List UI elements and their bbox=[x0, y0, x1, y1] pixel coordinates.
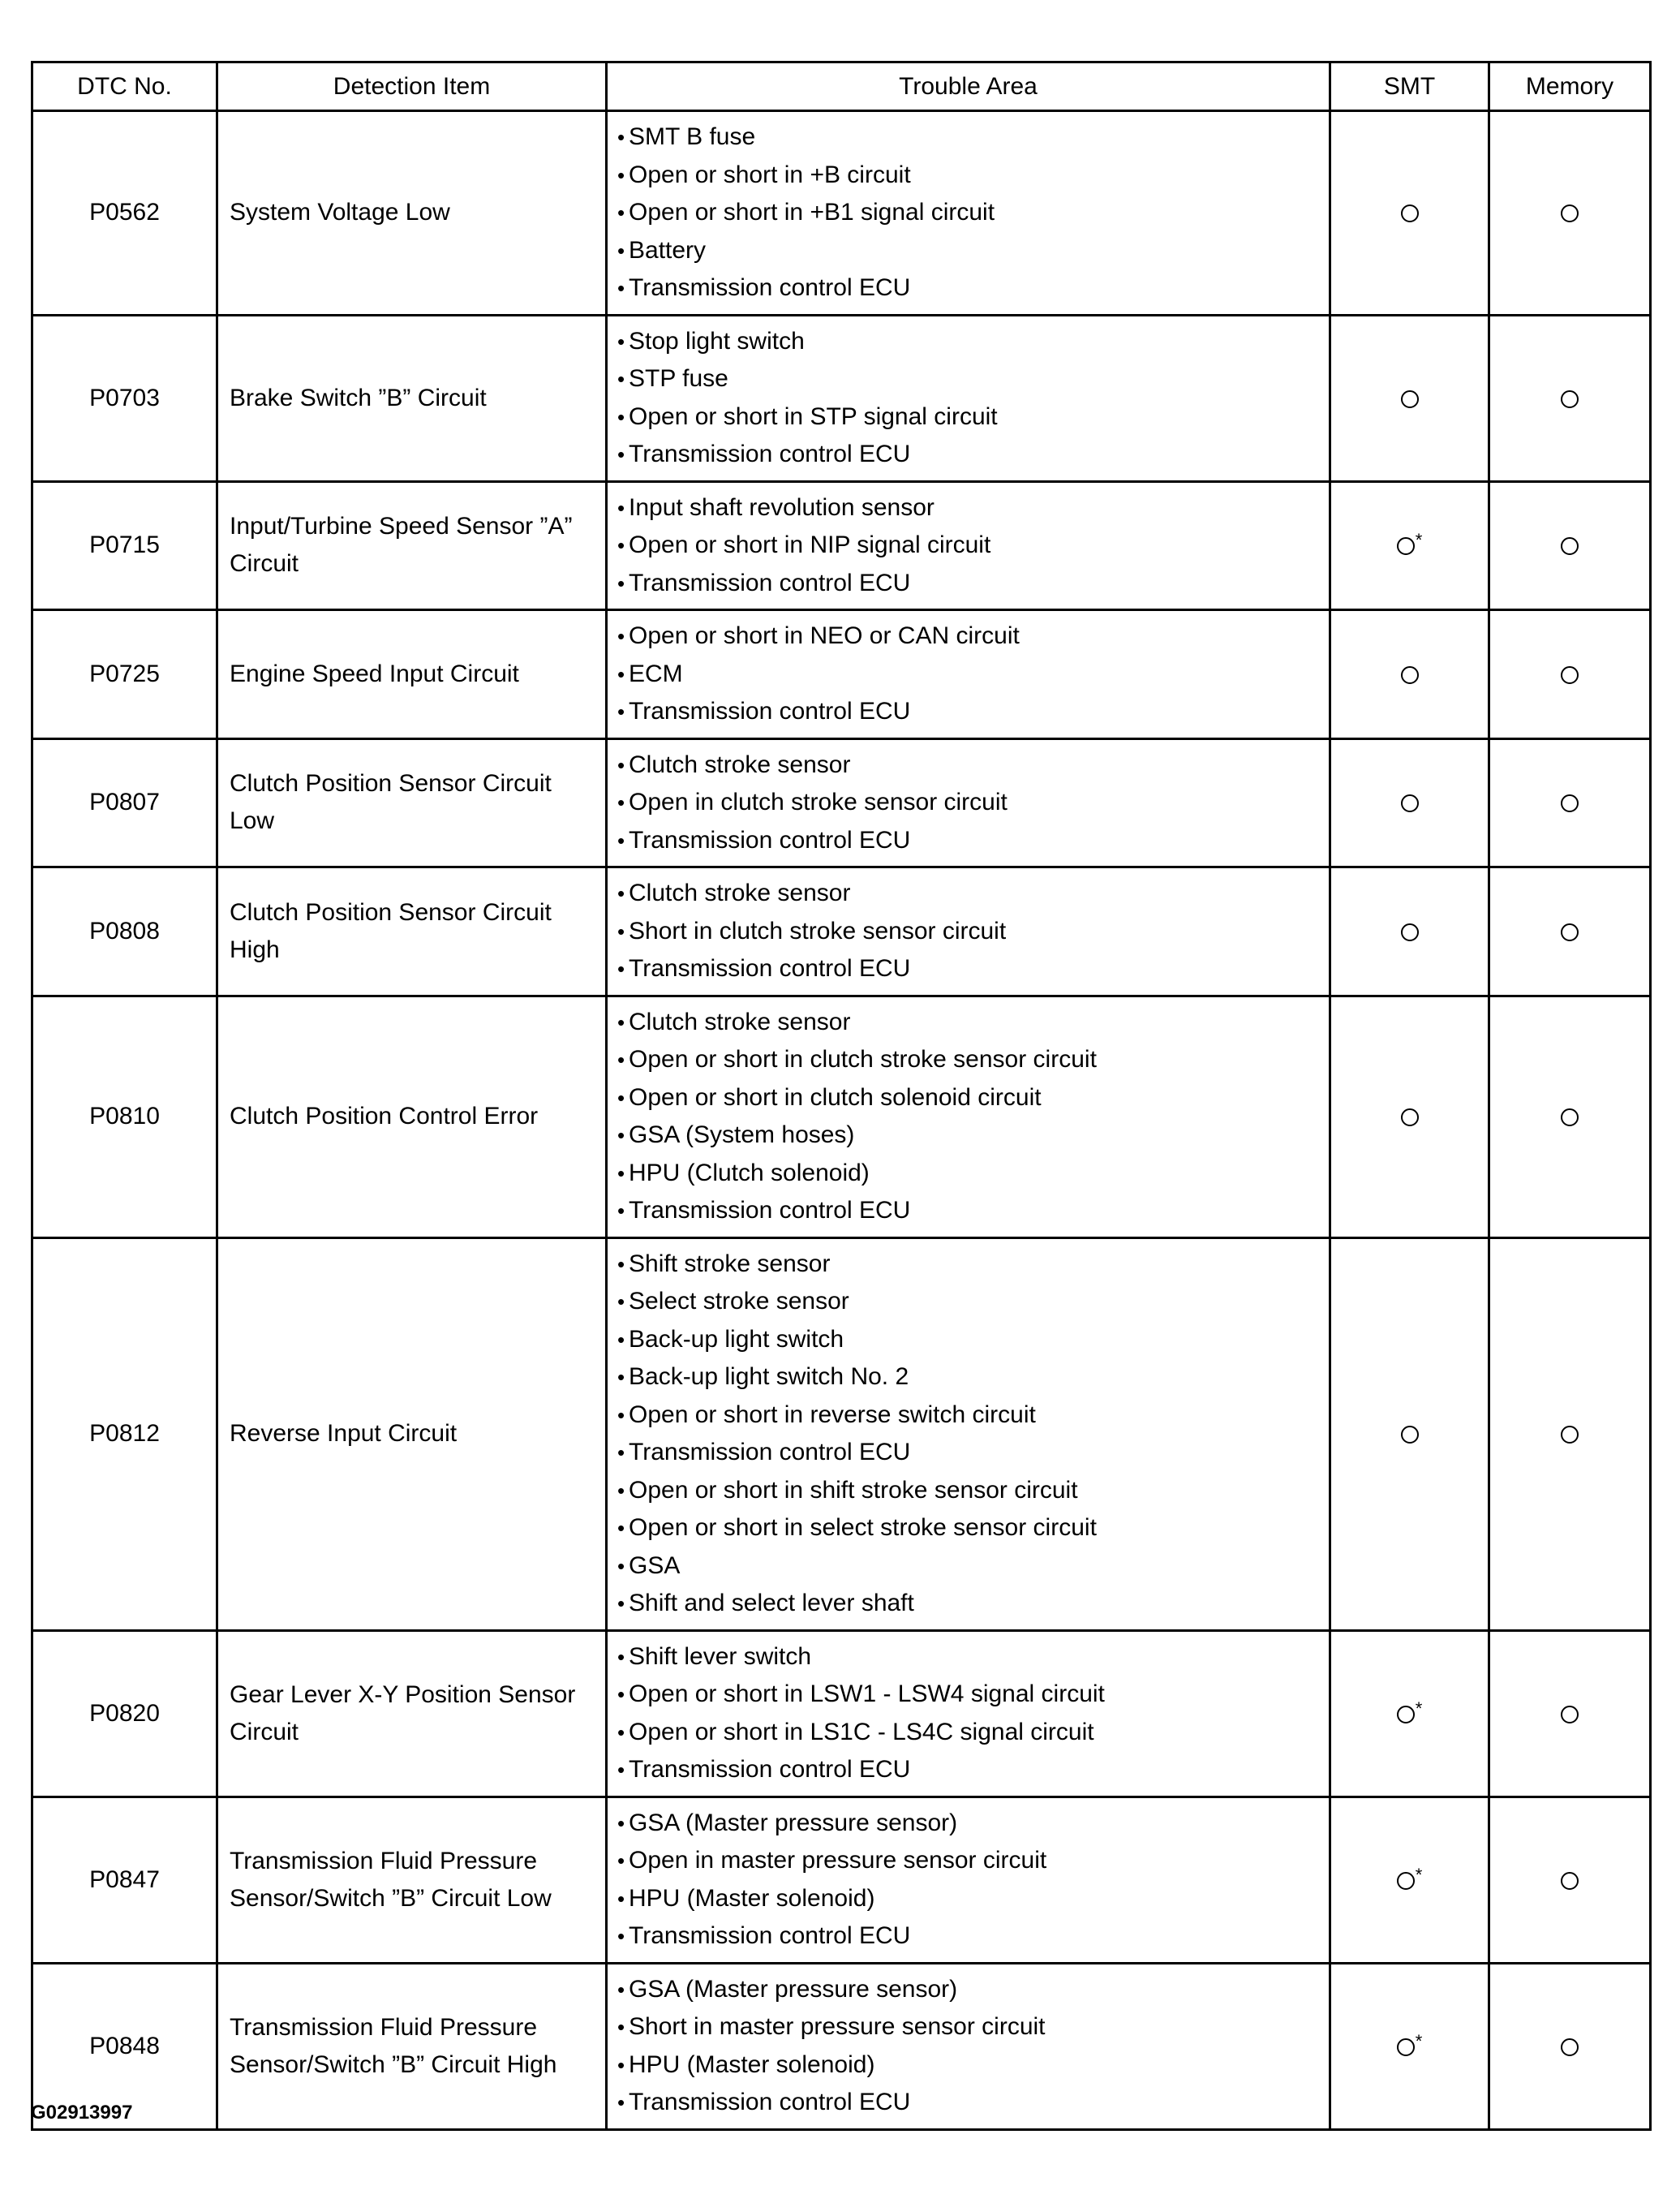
circle-icon bbox=[1561, 923, 1579, 941]
trouble-area-cell bbox=[607, 610, 1330, 739]
trouble-area-text: Stop light switch bbox=[629, 327, 805, 355]
bullet-icon: • bbox=[617, 1886, 625, 1911]
trouble-area-item bbox=[617, 1714, 1329, 1752]
trouble-area-text: Shift and select lever shaft bbox=[629, 1590, 914, 1616]
bullet-icon: • bbox=[617, 125, 625, 149]
circle-icon bbox=[1561, 2038, 1579, 2056]
trouble-area-item bbox=[617, 1117, 1329, 1155]
bullet-icon: • bbox=[617, 699, 625, 724]
smt-cell bbox=[1330, 111, 1489, 316]
trouble-area-text: Open or short in NEO or CAN circuit bbox=[629, 622, 1020, 649]
detection-item: Brake Switch ”B” Circuit bbox=[217, 315, 607, 481]
trouble-area-text: Transmission control ECU bbox=[629, 698, 911, 725]
smt-cell bbox=[1330, 867, 1489, 996]
bullet-icon: • bbox=[617, 1251, 625, 1276]
table-row bbox=[32, 315, 1651, 481]
dtc-code: P0812 bbox=[32, 1237, 217, 1630]
trouble-area-item bbox=[617, 950, 1329, 988]
bullet-icon: • bbox=[617, 2052, 625, 2077]
trouble-area-item bbox=[617, 875, 1329, 913]
bullet-icon: • bbox=[617, 238, 625, 263]
circle-icon bbox=[1561, 666, 1579, 684]
circle-icon bbox=[1401, 794, 1419, 812]
trouble-area-text: Transmission control ECU bbox=[629, 826, 911, 854]
trouble-area-text: Transmission control ECU bbox=[629, 569, 911, 596]
detection-item: Transmission Fluid Pressure Sensor/Switch ”B” Circuit High bbox=[217, 1963, 607, 2129]
bullet-icon: • bbox=[617, 1591, 625, 1616]
bullet-icon: • bbox=[617, 442, 625, 467]
trouble-area-item bbox=[617, 1638, 1329, 1676]
trouble-area-text: Open or short in STP signal circuit bbox=[629, 402, 998, 430]
trouble-area-item bbox=[617, 1192, 1329, 1230]
detection-item: Input/Turbine Speed Sensor ”A” Circuit bbox=[217, 481, 607, 610]
trouble-area-cell bbox=[607, 867, 1330, 996]
asterisk-icon: * bbox=[1415, 1864, 1423, 1885]
trouble-area-text: Transmission control ECU bbox=[629, 955, 911, 982]
bullet-icon: • bbox=[617, 1848, 625, 1873]
trouble-area-text: Transmission control ECU bbox=[629, 1922, 911, 1949]
trouble-area-text: Open or short in +B1 signal circuit bbox=[629, 199, 995, 226]
trouble-area-item bbox=[617, 565, 1329, 603]
bullet-icon: • bbox=[617, 200, 625, 225]
bullet-icon: • bbox=[617, 570, 625, 596]
dtc-table-body bbox=[32, 111, 1651, 2130]
bullet-icon: • bbox=[617, 1198, 625, 1223]
dtc-code: P0808 bbox=[32, 867, 217, 996]
trouble-area-list bbox=[608, 740, 1329, 867]
bullet-icon: • bbox=[617, 1365, 625, 1389]
trouble-area-text: Input shaft revolution sensor bbox=[629, 493, 935, 521]
circle-icon bbox=[1561, 204, 1579, 222]
table-row bbox=[32, 481, 1651, 610]
trouble-area-item bbox=[617, 2084, 1329, 2122]
trouble-area-cell bbox=[607, 1630, 1330, 1797]
bullet-icon: • bbox=[617, 533, 625, 557]
bullet-icon: • bbox=[617, 404, 625, 429]
memory-cell bbox=[1489, 1237, 1651, 1630]
trouble-area-text: GSA bbox=[629, 1551, 681, 1579]
trouble-area-item bbox=[617, 656, 1329, 694]
trouble-area-item bbox=[617, 1041, 1329, 1079]
trouble-area-item bbox=[617, 1396, 1329, 1435]
dtc-code: P0725 bbox=[32, 610, 217, 739]
table-row bbox=[32, 996, 1651, 1237]
detection-item: System Voltage Low bbox=[217, 111, 607, 316]
circle-icon bbox=[1401, 1108, 1419, 1126]
detection-item: Clutch Position Control Error bbox=[217, 996, 607, 1237]
bullet-icon: • bbox=[617, 1123, 625, 1147]
trouble-area-item bbox=[617, 360, 1329, 398]
bullet-icon: • bbox=[617, 2015, 625, 2039]
bullet-icon: • bbox=[617, 1553, 625, 1578]
bullet-icon: • bbox=[617, 881, 625, 906]
memory-cell bbox=[1489, 481, 1651, 610]
trouble-area-text: Open or short in shift stroke sensor circuit bbox=[629, 1476, 1078, 1504]
circle-icon bbox=[1401, 666, 1419, 684]
bullet-icon: • bbox=[617, 1719, 625, 1745]
circle-icon bbox=[1561, 1108, 1579, 1126]
bullet-icon: • bbox=[617, 1644, 625, 1669]
trouble-area-cell bbox=[607, 481, 1330, 610]
trouble-area-text: Select stroke sensor bbox=[629, 1288, 849, 1315]
bullet-icon: • bbox=[617, 2090, 625, 2115]
trouble-area-cell bbox=[607, 738, 1330, 867]
dtc-code: P0715 bbox=[32, 481, 217, 610]
circle-icon bbox=[1397, 1872, 1415, 1890]
circle-icon bbox=[1561, 1872, 1579, 1890]
header-smt: SMT bbox=[1330, 62, 1489, 111]
bullet-icon: • bbox=[617, 624, 625, 648]
trouble-area-item bbox=[617, 1676, 1329, 1714]
detection-item: Reverse Input Circuit bbox=[217, 1237, 607, 1630]
trouble-area-text: Transmission control ECU bbox=[629, 1439, 911, 1465]
trouble-area-cell bbox=[607, 111, 1330, 316]
trouble-area-list bbox=[608, 1239, 1329, 1629]
trouble-area-text: Open or short in LS1C - LS4C signal circuit bbox=[629, 1718, 1094, 1745]
header-trouble-area: Trouble Area bbox=[607, 62, 1330, 111]
bullet-icon: • bbox=[617, 1160, 625, 1186]
smt-cell bbox=[1330, 1963, 1489, 2129]
trouble-area-cell bbox=[607, 1237, 1330, 1630]
trouble-area-item bbox=[617, 232, 1329, 270]
circle-icon bbox=[1401, 390, 1419, 408]
table-row bbox=[32, 1630, 1651, 1797]
trouble-area-item bbox=[617, 2046, 1329, 2085]
circle-icon bbox=[1561, 794, 1579, 812]
circle-icon bbox=[1561, 1706, 1579, 1723]
bullet-icon: • bbox=[617, 1977, 625, 2002]
memory-cell bbox=[1489, 1630, 1651, 1797]
trouble-area-item bbox=[617, 1246, 1329, 1284]
header-dtc-no: DTC No. bbox=[32, 62, 217, 111]
bullet-icon: • bbox=[617, 752, 625, 777]
trouble-area-item bbox=[617, 489, 1329, 527]
trouble-area-text: Transmission control ECU bbox=[629, 1197, 911, 1224]
trouble-area-text: Open or short in clutch solenoid circuit bbox=[629, 1083, 1042, 1111]
bullet-icon: • bbox=[617, 790, 625, 815]
bullet-icon: • bbox=[617, 495, 625, 520]
memory-cell bbox=[1489, 111, 1651, 316]
trouble-area-item bbox=[617, 1805, 1329, 1843]
trouble-area-item bbox=[617, 1283, 1329, 1321]
table-row bbox=[32, 1797, 1651, 1963]
table-row bbox=[32, 1237, 1651, 1630]
memory-cell bbox=[1489, 315, 1651, 481]
bullet-icon: • bbox=[617, 661, 625, 686]
trouble-area-item bbox=[617, 1434, 1329, 1472]
trouble-area-item bbox=[617, 913, 1329, 951]
trouble-area-text: Shift lever switch bbox=[629, 1642, 812, 1670]
trouble-area-list bbox=[608, 1964, 1329, 2128]
bullet-icon: • bbox=[617, 1289, 625, 1314]
detection-item: Engine Speed Input Circuit bbox=[217, 610, 607, 739]
memory-cell bbox=[1489, 738, 1651, 867]
bullet-icon: • bbox=[617, 1048, 625, 1072]
memory-cell bbox=[1489, 1797, 1651, 1963]
trouble-area-item bbox=[617, 157, 1329, 195]
figure-id: G02913997 bbox=[31, 2102, 133, 2124]
bullet-icon: • bbox=[617, 1009, 625, 1035]
detection-item: Clutch Position Sensor Circuit Low bbox=[217, 738, 607, 867]
trouble-area-item bbox=[617, 1971, 1329, 2009]
memory-cell bbox=[1489, 867, 1651, 996]
trouble-area-text: Open or short in +B circuit bbox=[629, 161, 911, 188]
trouble-area-text: Open or short in select stroke sensor circuit bbox=[629, 1514, 1097, 1541]
bullet-icon: • bbox=[617, 162, 625, 187]
circle-icon bbox=[1401, 204, 1419, 222]
trouble-area-item bbox=[617, 784, 1329, 822]
trouble-area-item bbox=[617, 1155, 1329, 1193]
bullet-icon: • bbox=[617, 1682, 625, 1706]
trouble-area-item bbox=[617, 323, 1329, 361]
trouble-area-text: Back-up light switch bbox=[629, 1325, 844, 1353]
dtc-code: P0562 bbox=[32, 111, 217, 316]
trouble-area-list bbox=[608, 112, 1329, 314]
detection-item: Clutch Position Sensor Circuit High bbox=[217, 867, 607, 996]
trouble-area-item bbox=[617, 1547, 1329, 1586]
trouble-area-item bbox=[617, 1509, 1329, 1547]
trouble-area-item bbox=[617, 118, 1329, 157]
trouble-area-list bbox=[608, 1632, 1329, 1796]
trouble-area-list bbox=[608, 868, 1329, 995]
trouble-area-item bbox=[617, 747, 1329, 785]
trouble-area-text: Open or short in NIP signal circuit bbox=[629, 531, 991, 558]
trouble-area-text: Clutch stroke sensor bbox=[629, 880, 851, 906]
trouble-area-item bbox=[617, 1472, 1329, 1510]
trouble-area-text: ECM bbox=[629, 660, 683, 687]
bullet-icon: • bbox=[617, 276, 625, 300]
table-row bbox=[32, 867, 1651, 996]
trouble-area-text: Battery bbox=[629, 236, 707, 264]
asterisk-icon: * bbox=[1415, 530, 1423, 551]
trouble-area-text: STP fuse bbox=[629, 365, 728, 392]
trouble-area-text: GSA (Master pressure sensor) bbox=[629, 1975, 958, 2003]
circle-icon bbox=[1561, 1426, 1579, 1444]
trouble-area-text: Transmission control ECU bbox=[629, 274, 911, 301]
table-row bbox=[32, 111, 1651, 316]
circle-icon bbox=[1401, 923, 1419, 941]
trouble-area-item bbox=[617, 618, 1329, 656]
trouble-area-cell bbox=[607, 996, 1330, 1237]
trouble-area-item bbox=[617, 693, 1329, 731]
trouble-area-text: SMT B fuse bbox=[629, 123, 756, 150]
dtc-code: P0703 bbox=[32, 315, 217, 481]
bullet-icon: • bbox=[617, 367, 625, 391]
dtc-code: P0848 bbox=[32, 1963, 217, 2129]
detection-item: Transmission Fluid Pressure Sensor/Switch ”B” Circuit Low bbox=[217, 1797, 607, 1963]
trouble-area-cell bbox=[607, 315, 1330, 481]
circle-icon bbox=[1397, 1706, 1415, 1723]
trouble-area-list bbox=[608, 1798, 1329, 1962]
trouble-area-text: Transmission control ECU bbox=[629, 441, 911, 467]
smt-cell bbox=[1330, 481, 1489, 610]
dtc-code: P0807 bbox=[32, 738, 217, 867]
dtc-code: P0847 bbox=[32, 1797, 217, 1963]
trouble-area-text: Clutch stroke sensor bbox=[629, 751, 851, 778]
trouble-area-text: Open in master pressure sensor circuit bbox=[629, 1847, 1047, 1874]
bullet-icon: • bbox=[617, 1440, 625, 1465]
trouble-area-item bbox=[617, 269, 1329, 308]
trouble-area-text: HPU (Clutch solenoid) bbox=[629, 1159, 870, 1186]
trouble-area-item bbox=[617, 1358, 1329, 1396]
trouble-area-text: Open or short in LSW1 - LSW4 signal circuit bbox=[629, 1680, 1105, 1707]
trouble-area-item bbox=[617, 1079, 1329, 1117]
dtc-code: P0820 bbox=[32, 1630, 217, 1797]
trouble-area-text: HPU (Master solenoid) bbox=[629, 1884, 875, 1912]
dtc-code: P0810 bbox=[32, 996, 217, 1237]
bullet-icon: • bbox=[617, 1810, 625, 1835]
trouble-area-item bbox=[617, 1321, 1329, 1359]
trouble-area-list bbox=[608, 316, 1329, 480]
trouble-area-text: Clutch stroke sensor bbox=[629, 1008, 851, 1035]
bullet-icon: • bbox=[617, 1085, 625, 1110]
trouble-area-item bbox=[617, 1004, 1329, 1042]
circle-icon bbox=[1561, 390, 1579, 408]
bullet-icon: • bbox=[617, 828, 625, 853]
bullet-icon: • bbox=[617, 1758, 625, 1782]
trouble-area-text: Back-up light switch No. 2 bbox=[629, 1363, 909, 1390]
trouble-area-item bbox=[617, 1751, 1329, 1789]
trouble-area-item bbox=[617, 1917, 1329, 1956]
smt-cell bbox=[1330, 738, 1489, 867]
trouble-area-text: Shift stroke sensor bbox=[629, 1250, 831, 1277]
asterisk-icon: * bbox=[1415, 1698, 1423, 1719]
trouble-area-text: Open or short in reverse switch circuit bbox=[629, 1401, 1036, 1428]
trouble-area-item bbox=[617, 1842, 1329, 1880]
header-memory: Memory bbox=[1489, 62, 1651, 111]
trouble-area-item bbox=[617, 398, 1329, 437]
trouble-area-item bbox=[617, 436, 1329, 474]
bullet-icon: • bbox=[617, 919, 625, 944]
trouble-area-list bbox=[608, 611, 1329, 738]
trouble-area-item bbox=[617, 1585, 1329, 1623]
trouble-area-item bbox=[617, 527, 1329, 565]
smt-cell bbox=[1330, 1237, 1489, 1630]
smt-cell bbox=[1330, 610, 1489, 739]
circle-icon bbox=[1397, 2038, 1415, 2056]
memory-cell bbox=[1489, 610, 1651, 739]
table-row bbox=[32, 610, 1651, 739]
trouble-area-text: GSA (Master pressure sensor) bbox=[629, 1809, 958, 1836]
trouble-area-text: Open in clutch stroke sensor circuit bbox=[629, 789, 1008, 815]
bullet-icon: • bbox=[617, 1327, 625, 1352]
trouble-area-text: HPU (Master solenoid) bbox=[629, 2050, 875, 2078]
header-detection-item: Detection Item bbox=[217, 62, 607, 111]
trouble-area-cell bbox=[607, 1963, 1330, 2129]
trouble-area-item bbox=[617, 822, 1329, 860]
memory-cell bbox=[1489, 1963, 1651, 2129]
trouble-area-item bbox=[617, 2008, 1329, 2046]
smt-cell bbox=[1330, 1797, 1489, 1963]
trouble-area-text: Open or short in clutch stroke sensor circuit bbox=[629, 1046, 1097, 1073]
bullet-icon: • bbox=[617, 1402, 625, 1427]
asterisk-icon: * bbox=[1415, 2030, 1423, 2051]
trouble-area-item bbox=[617, 194, 1329, 232]
bullet-icon: • bbox=[617, 1478, 625, 1503]
trouble-area-text: Transmission control ECU bbox=[629, 1756, 911, 1783]
trouble-area-cell bbox=[607, 1797, 1330, 1963]
trouble-area-list bbox=[608, 483, 1329, 609]
bullet-icon: • bbox=[617, 1924, 625, 1948]
trouble-area-text: GSA (System hoses) bbox=[629, 1121, 855, 1148]
circle-icon bbox=[1561, 537, 1579, 555]
bullet-icon: • bbox=[617, 957, 625, 981]
smt-cell bbox=[1330, 1630, 1489, 1797]
memory-cell bbox=[1489, 996, 1651, 1237]
header-row bbox=[32, 62, 1651, 111]
trouble-area-item bbox=[617, 1880, 1329, 1918]
circle-icon bbox=[1401, 1426, 1419, 1444]
smt-cell bbox=[1330, 996, 1489, 1237]
bullet-icon: • bbox=[617, 1516, 625, 1540]
detection-item: Gear Lever X-Y Position Sensor Circuit bbox=[217, 1630, 607, 1797]
trouble-area-text: Transmission control ECU bbox=[629, 2089, 911, 2115]
bullet-icon: • bbox=[617, 329, 625, 354]
circle-icon bbox=[1397, 537, 1415, 555]
trouble-area-text: Short in clutch stroke sensor circuit bbox=[629, 917, 1007, 945]
smt-cell bbox=[1330, 315, 1489, 481]
trouble-area-text: Short in master pressure sensor circuit bbox=[629, 2013, 1046, 2040]
trouble-area-list bbox=[608, 997, 1329, 1237]
table-row bbox=[32, 738, 1651, 867]
table-row bbox=[32, 1963, 1651, 2129]
dtc-table bbox=[31, 61, 1652, 2131]
